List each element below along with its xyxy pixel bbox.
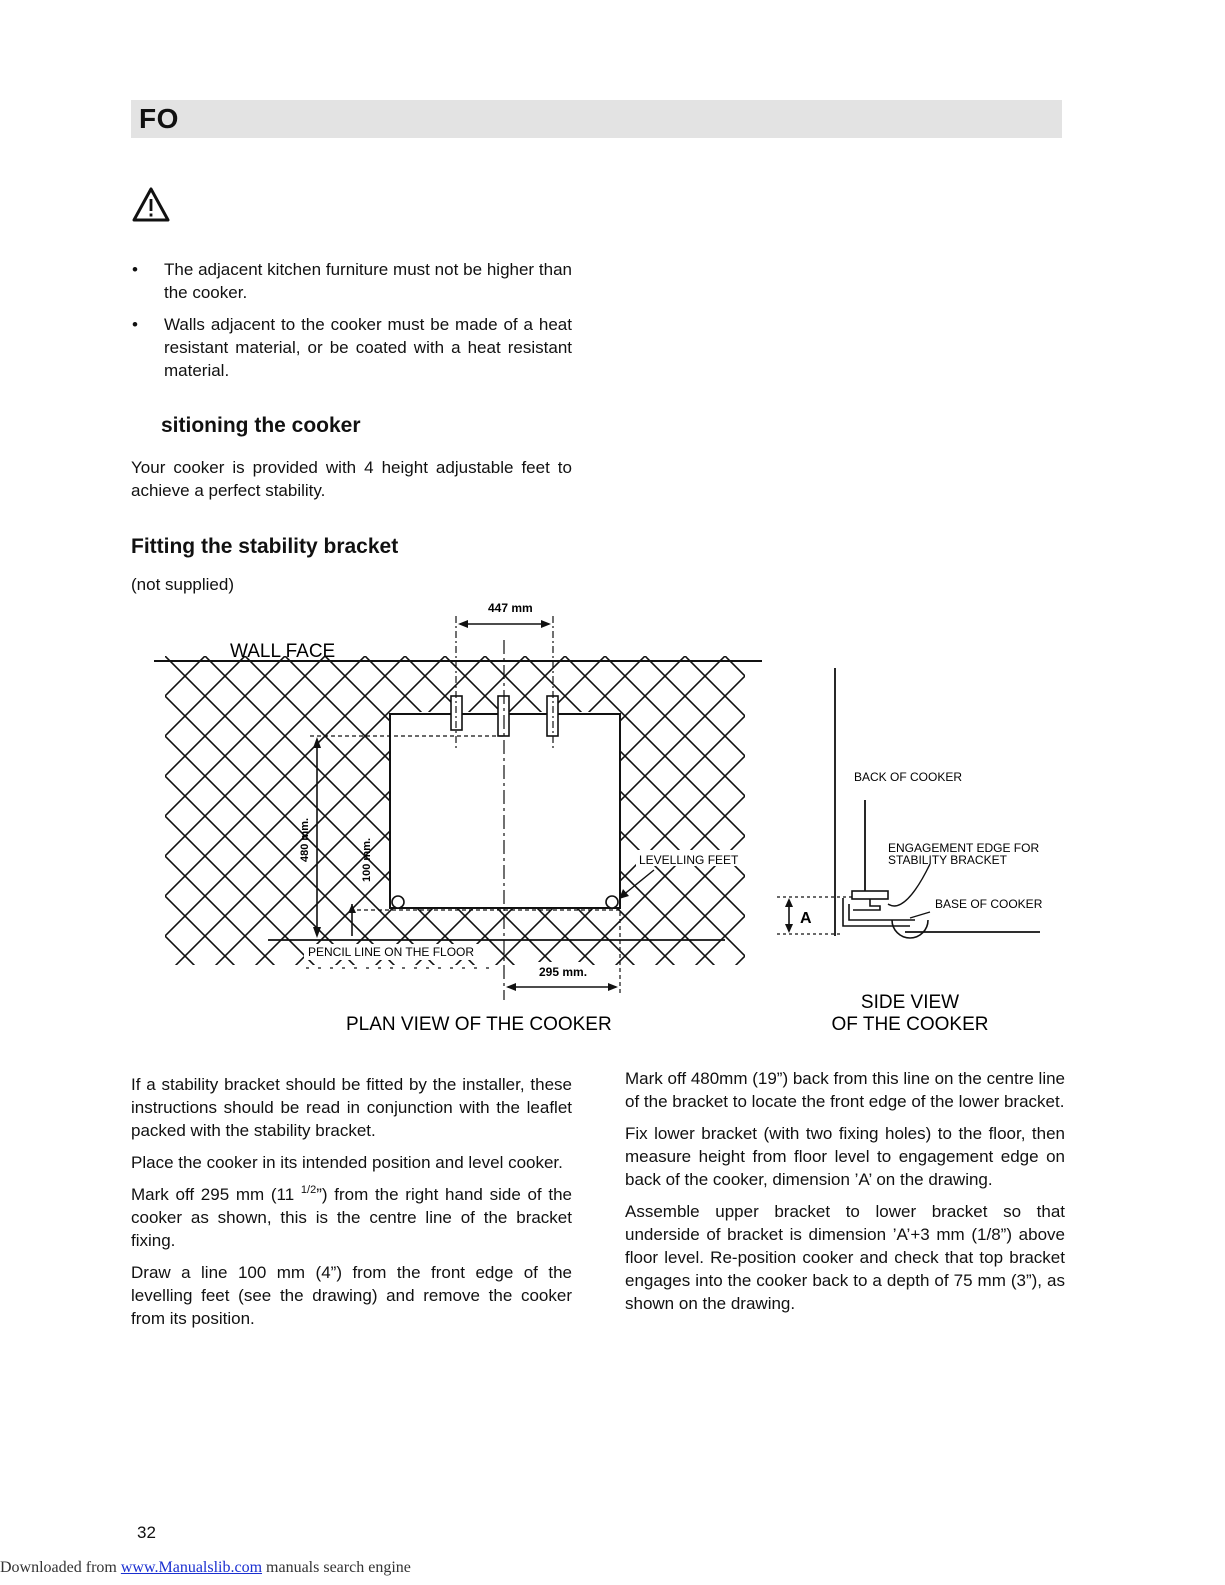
right-paragraph-2: Fix lower bracket (with two fixing holes) to the floor, then measure height from floor level to engagement edge on back of the cooker, dimension ’A’ on the drawing. [625,1124,1065,1189]
positioning-text: Your cooker is provided with 4 height adjustable feet to achieve a perfect stability. [131,458,572,500]
levelling-foot-right [606,896,618,908]
back-of-cooker-label: BACK OF COOKER [854,770,963,784]
levelling-feet-label: LEVELLING FEET [639,853,739,867]
positioning-heading: sitioning the cooker [161,414,361,437]
engagement-edge-label-line2: STABILITY BRACKET [888,853,1007,867]
bracket-note: (not supplied) [131,575,235,594]
side-view-caption-line2: OF THE COOKER [831,1014,989,1035]
dim-480-label: 480 mm. [299,817,311,862]
levelling-foot-left [392,896,404,908]
left-paragraph-1: If a stability bracket should be fitted by the installer, these instructions should be read in conjunction with the leaflet packed with the stability bracket. [131,1075,572,1140]
side-view-caption-line1: SIDE VIEW [860,992,960,1013]
left-paragraph-4: Draw a line 100 mm (4”) from the front edge of the levelling feet (see the drawing) and remove the cooker from its position. [131,1263,572,1328]
manualslib-link[interactable]: www.Manualslib.com [120,1559,263,1576]
warning-item: • Walls adjacent to the cooker must be made of a heat resistant material, or be coated with a heat resistant material. [131,313,572,382]
right-column [625,1067,1065,1324]
pencil-line-label: PENCIL LINE ON THE FLOOR [308,945,475,959]
engagement-edge-label-line1: ENGAGEMENT EDGE FOR [888,841,1040,855]
section-title: FO [139,103,179,134]
dim-100-label: 100 mm. [361,837,373,882]
dim-295-label: 295 mm. [539,965,588,979]
plan-view-caption: PLAN VIEW OF THE COOKER [346,1014,612,1035]
cooker-outline [390,714,620,908]
left-paragraph-3: Mark off 295 mm (11 $^{1/2}$”) from the right hand side of the cooker as shown, this is the centre line of the bracket fixing. [131,1184,572,1250]
dim-a-label: A [800,910,812,927]
bracket-heading: Fitting the stability bracket [131,535,399,558]
page-number: 32 [137,1523,156,1542]
warning-item: • The adjacent kitchen furniture must not be higher than the cooker. [131,258,572,304]
right-paragraph-3: Assemble upper bracket to lower bracket so that underside of bracket is dimension ’A’+3 mm (1/8”) above floor level. Re-position cooker and check that top bracket engages into the cooker back to a depth of 75 mm (3”), as shown on the drawing. [625,1202,1065,1313]
base-of-cooker-label: BASE OF COOKER [935,897,1043,911]
left-column [131,1073,572,1339]
wall-face-label: WALL FACE [230,641,336,662]
right-paragraph-1: Mark off 480mm (19”) back from this line on the centre line of the bracket to locate the front edge of the lower bracket. [625,1069,1065,1111]
dim-447-label: 447 mm [488,601,533,615]
download-footer: Downloaded from www.Manualslib.com manuals search engine [0,1559,411,1576]
left-paragraph-2: Place the cooker in its intended position and level cooker. [131,1153,563,1172]
